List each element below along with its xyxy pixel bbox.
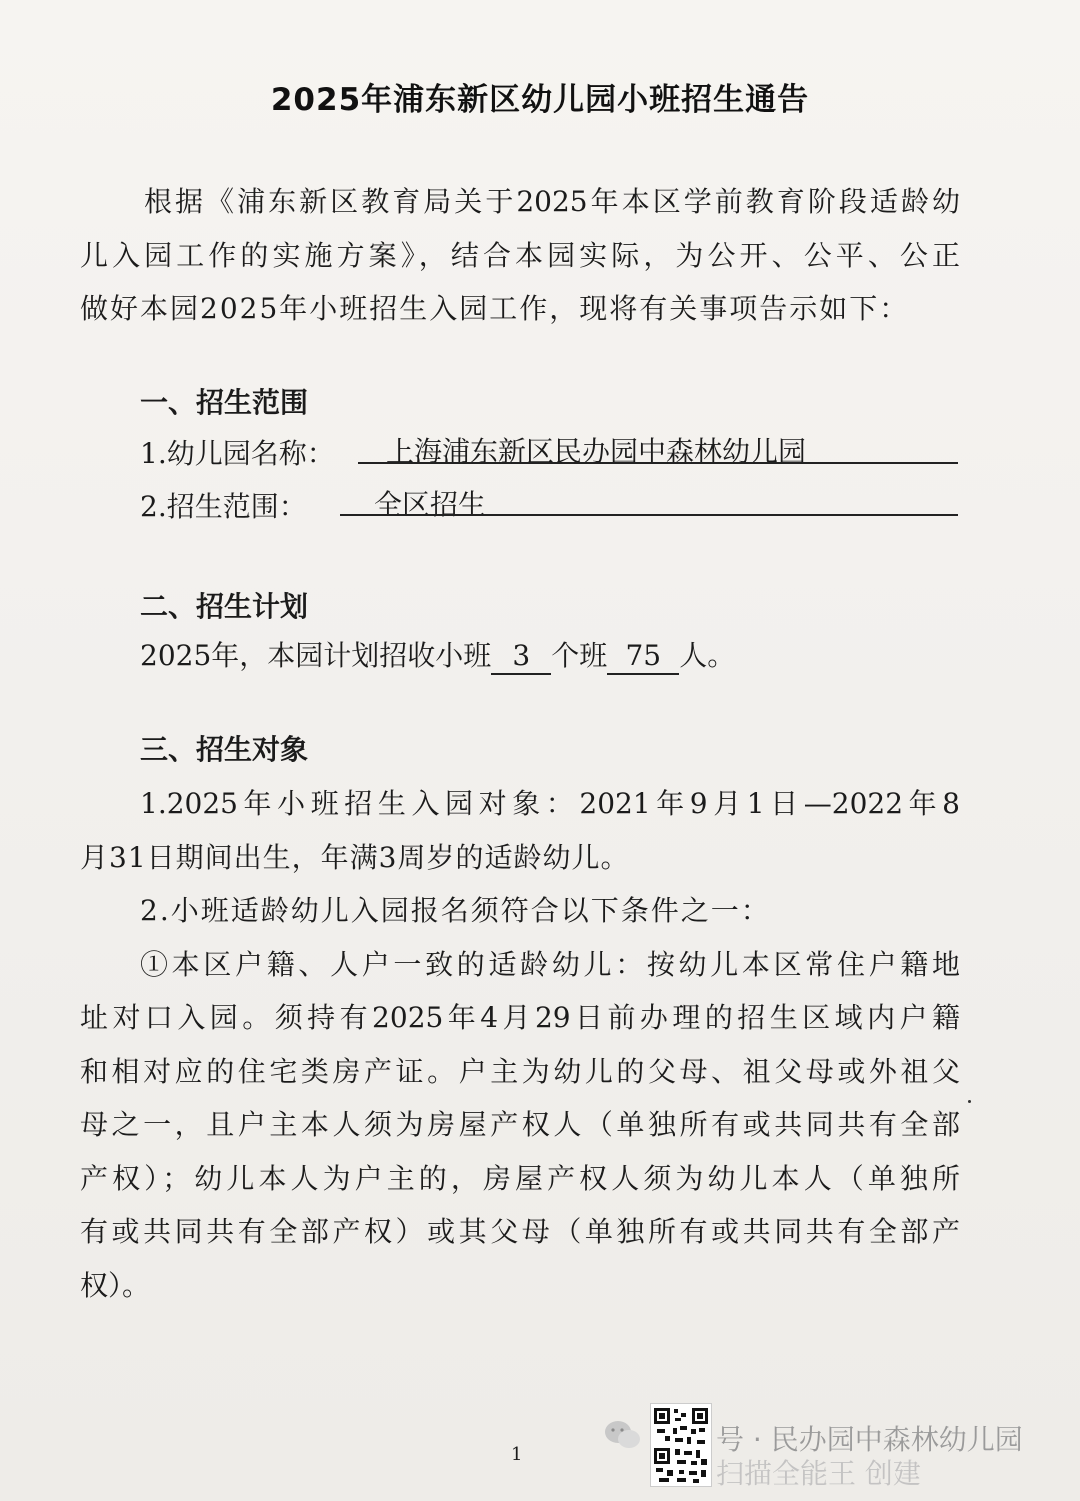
enrollment-plan xyxy=(140,634,735,675)
page-title: 2025年浦东新区幼儿园小班招生通告 xyxy=(270,82,810,118)
underline xyxy=(358,462,958,464)
section-heading: 三、招生对象 xyxy=(140,733,309,766)
people-unit: 人。 xyxy=(679,639,736,672)
qr-code xyxy=(650,1403,712,1487)
kindergarten-name-value: 上海浦东新区民办园中森林幼儿园 xyxy=(386,435,807,468)
intro-line: 儿入园工作的实施方案》，结合本园实际，为公开、公平、公正 xyxy=(80,238,960,272)
condition-line: 有或共同共有全部产权）或其父母（单独所有或共同共有全部产 xyxy=(80,1215,960,1248)
plan-prefix: 2025年，本园计划招收小班 xyxy=(140,639,492,672)
people-count: 75 xyxy=(607,639,679,675)
watermark-account: 号 · 民办园中森林幼儿园 xyxy=(716,1423,1023,1456)
condition-line: 权）。 xyxy=(80,1268,151,1302)
class-unit: 个班 xyxy=(551,639,608,672)
page-number: 1 xyxy=(511,1444,523,1465)
intro-line: 根据《浦东新区教育局关于2025年本区学前教育阶段适龄幼 xyxy=(144,185,960,218)
section-heading: 二、招生计划 xyxy=(140,590,309,623)
class-count: 3 xyxy=(491,639,551,675)
item1-line: 1.2025年小班招生入园对象：2021年9月1日—2022年8 xyxy=(140,787,960,820)
section3-body xyxy=(80,777,960,1312)
wechat-icon xyxy=(603,1418,643,1452)
condition-line: 和相对应的住宅类房产证。户主为幼儿的父母、祖父母或外祖父 xyxy=(80,1054,960,1088)
condition-line: 址对口入园。须持有2025年4月29日前办理的招生区域内户籍 xyxy=(80,1001,960,1034)
condition-line: 母之一，且户主本人须为房屋产权人（单独所有或共同共有全部 xyxy=(80,1108,960,1141)
condition-line: ①本区户籍、人户一致的适龄幼儿：按幼儿本区常住户籍地 xyxy=(140,947,960,981)
ink-speck xyxy=(968,1100,971,1103)
watermark-scanner: 扫描全能王 创建 xyxy=(716,1457,921,1490)
underline xyxy=(340,514,958,516)
item1-line: 月31日期间出生，年满3周岁的适龄幼儿。 xyxy=(80,840,630,874)
section-heading: 一、招生范围 xyxy=(140,386,309,419)
item2-line: 2.小班适龄幼儿入园报名须符合以下条件之一： xyxy=(140,894,771,927)
intro-line: 做好本园2025年小班招生入园工作，现将有关事项告示如下： xyxy=(80,292,910,325)
condition-line: 产权）；幼儿本人为户主的，房屋产权人须为幼儿本人（单独所 xyxy=(80,1161,960,1195)
kindergarten-name-label: 1.幼儿园名称： xyxy=(140,437,335,470)
intro-paragraph xyxy=(80,175,960,336)
scope-label: 2.招生范围： xyxy=(140,490,307,523)
scope-value: 全区招生 xyxy=(374,488,487,521)
